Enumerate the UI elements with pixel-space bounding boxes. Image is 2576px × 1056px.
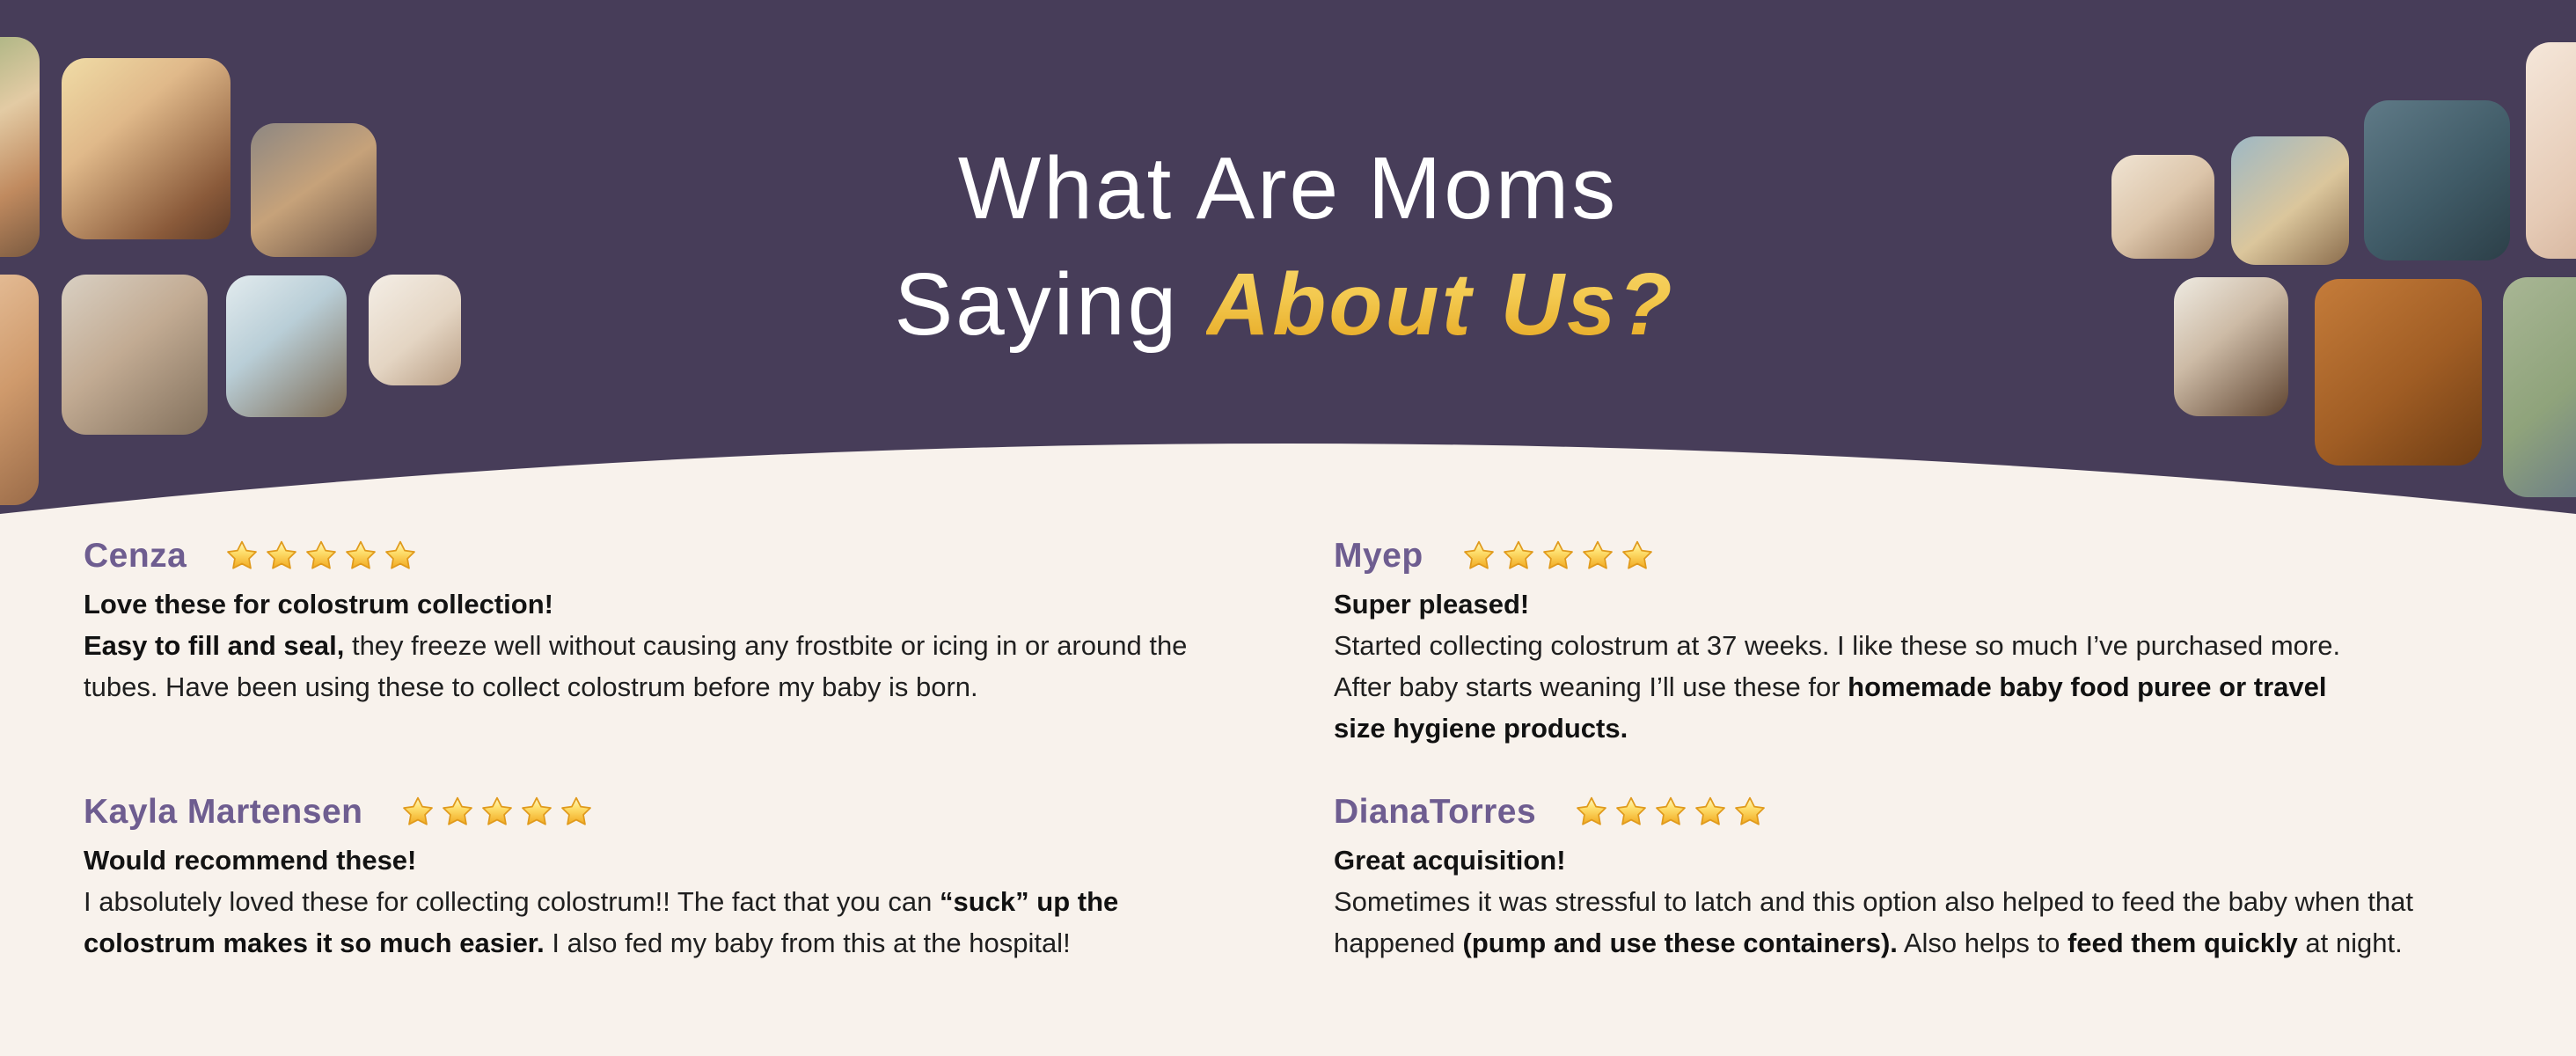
star-icon	[1621, 539, 1654, 573]
review-card	[84, 793, 1192, 964]
review-header	[84, 537, 1192, 576]
rating-stars	[1575, 796, 1767, 829]
review-card	[1334, 537, 2359, 749]
star-icon	[225, 539, 259, 573]
review-body	[1334, 881, 2455, 964]
review-body-segment: homemade baby food puree or travel size hygiene products.	[1334, 671, 2327, 744]
star-icon	[265, 539, 298, 573]
review-header	[84, 793, 1192, 832]
review-body-segment: Easy to fill and seal,	[84, 630, 345, 661]
review-body-segment: Also helps to	[1897, 928, 2067, 958]
review-body	[1334, 625, 2359, 749]
review-body-segment: “suck” up the colostrum makes it so much easier.	[84, 886, 1119, 958]
star-icon	[344, 539, 377, 573]
review-body-segment: feed them quickly	[2067, 928, 2298, 958]
review-body-segment: Sometimes it was stressful to latch and this option also helped to feed the baby when that happened	[1334, 886, 2413, 958]
reviewer-name: Kayla Martensen	[84, 793, 363, 831]
review-headline: Super pleased!	[1334, 589, 1530, 620]
star-icon	[1654, 796, 1687, 829]
star-icon	[401, 796, 435, 829]
star-icon	[1581, 539, 1614, 573]
star-icon	[1575, 796, 1608, 829]
review-body-segment: Started collecting colostrum at 37 weeks. I like these so much I’ve purchased more. After baby starts weaning I’ll use these for	[1334, 630, 2341, 702]
review-body-segment: they freeze well without causing any frostbite or icing in or around the tubes. Have been using these to collect colostrum before my baby is born.	[84, 630, 1188, 702]
page-title-highlight: About Us?	[1206, 255, 1681, 354]
page-title	[0, 130, 2576, 363]
review-header	[1334, 537, 2359, 576]
rating-stars	[401, 796, 593, 829]
star-icon	[520, 796, 553, 829]
star-icon	[1502, 539, 1535, 573]
review-body-segment: I also fed my baby from this at the hospital!	[544, 928, 1071, 958]
review-body-segment: (pump and use these containers).	[1462, 928, 1898, 958]
star-icon	[441, 796, 474, 829]
review-headline: Would recommend these!	[84, 845, 417, 876]
star-icon	[304, 539, 338, 573]
star-icon	[384, 539, 417, 573]
review-headline: Love these for colostrum collection!	[84, 589, 553, 620]
review-body	[84, 625, 1192, 708]
page-title-line1: What Are Moms	[957, 139, 1619, 238]
star-icon	[1694, 796, 1727, 829]
star-icon	[1733, 796, 1767, 829]
reviewer-name: Cenza	[84, 537, 187, 575]
review-body	[84, 881, 1192, 964]
page-title-line2	[0, 246, 2576, 363]
reviewer-name: DianaTorres	[1334, 793, 1537, 831]
star-icon	[560, 796, 593, 829]
review-header	[1334, 793, 2455, 832]
review-body-segment: I absolutely loved these for collecting colostrum!! The fact that you can	[84, 886, 940, 917]
star-icon	[1462, 539, 1496, 573]
rating-stars	[225, 539, 417, 573]
rating-stars	[1462, 539, 1654, 573]
page-title-line2-prefix: Saying	[894, 255, 1180, 354]
review-card	[84, 537, 1192, 708]
star-icon	[1541, 539, 1575, 573]
star-icon	[1614, 796, 1648, 829]
reviewer-name: Myep	[1334, 537, 1423, 575]
review-body-segment: at night.	[2297, 928, 2403, 958]
star-icon	[480, 796, 514, 829]
review-headline: Great acquisition!	[1334, 845, 1566, 876]
review-card	[1334, 793, 2455, 964]
